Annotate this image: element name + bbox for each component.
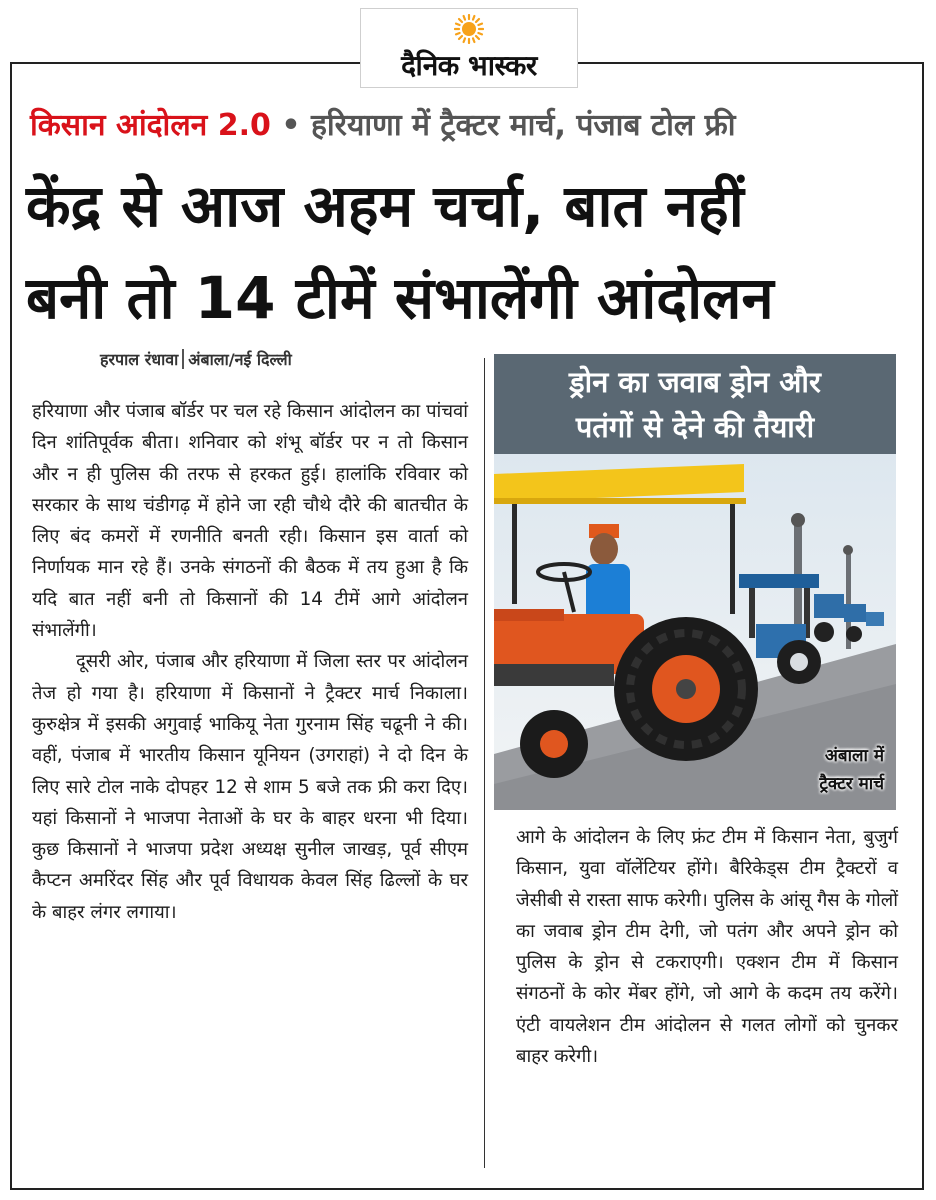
article-paragraph-1: हरियाणा और पंजाब बॉर्डर पर चल रहे किसान आंदोलन का पांचवां दिन शांतिपूर्वक बीता। शनिवार को शंभू बॉर्डर पर न तो किसान और न ही पुलिस की तरफ से हरकत हुई। हालांकि रविवार को सरकार के साथ चंडीगढ़ में होने जा रही चौथे दौरे की बातचीत के लिए बंद कमरों में रणनीति बनती रही। किसान इस वार्ता को निर्णायक मान रहे हैं। उनके संगठनों की बैठक में तय हुआ है कि यदि बात नहीं बनी तो किसानों की 14 टीमें आगे आंदोलन संभालेंगी। bbox=[32, 401, 468, 642]
sidebar-body bbox=[516, 822, 898, 1072]
byline-location: अंबाला/नई दिल्ली bbox=[188, 350, 292, 369]
kicker-series: किसान आंदोलन 2.0 bbox=[30, 108, 271, 143]
headline-line-2: बनी तो 14 टीमें संभालेंगी आंदोलन bbox=[26, 264, 774, 332]
kicker bbox=[30, 104, 910, 148]
sidebar-paragraph: आगे के आंदोलन के लिए फ्रंट टीम में किसान नेता, बुजुर्ग किसान, युवा वॉलेंटियर होंगे। बैरिकेड्स टीम ट्रैक्टरों व जेसीबी से रास्ता साफ करेगी। पुलिस के आंसू गैस के गोलों का जवाब ड्रोन टीम देगी, जो पतंग और अपने ड्रोन को पुलिस के ड्रोन से टकराएगी। एक्शन टीम में किसान संगठनों के कोर मेंबर होंगे, जो आगे के कदम तय करेंगे। एंटी वायलेशन टीम आंदोलन से गलत लोगों को चुनकर बाहर करेगी। bbox=[516, 827, 898, 1068]
sun-icon bbox=[454, 14, 484, 44]
column-divider bbox=[484, 358, 485, 1168]
kicker-subtitle: हरियाणा में ट्रैक्टर मार्च, पंजाब टोल फ्री bbox=[310, 108, 736, 143]
sidebar-title bbox=[494, 354, 896, 454]
headline-line-1: केंद्र से आज अहम चर्चा, बात नहीं bbox=[26, 172, 744, 240]
photo-caption-line-1: अंबाला में bbox=[824, 746, 884, 766]
byline bbox=[100, 346, 440, 374]
sidebar-title-line-1: ड्रोन का जवाब ड्रोन और bbox=[569, 365, 821, 399]
kicker-separator: • bbox=[270, 108, 311, 143]
headline bbox=[26, 160, 916, 344]
photo-caption bbox=[819, 742, 884, 798]
article-body bbox=[32, 396, 468, 928]
photo-caption-line-2: ट्रैक्टर मार्च bbox=[819, 774, 884, 794]
sidebar-photo-box bbox=[494, 354, 896, 810]
byline-divider bbox=[182, 349, 184, 369]
sidebar-title-line-2: पतंगों से देने की तैयारी bbox=[575, 410, 815, 444]
article-paragraph-2: दूसरी ओर, पंजाब और हरियाणा में जिला स्तर पर आंदोलन तेज हो गया है। हरियाणा में किसानों ने ट्रैक्टर मार्च निकाला। कुरुक्षेत्र में इसकी अगुवाई भाकियू नेता गुरनाम सिंह चढूनी ने की। वहीं, पंजाब में भारतीय किसान यूनियन (उगराहां) ने दो दिन के लिए सारे टोल नाके दोपहर 12 से शाम 5 बजे तक फ्री करा दिए। यहां किसानों ने भाजपा नेताओं के घर के बाहर धरना भी दिया। कुछ किसानों ने भाजपा प्रदेश अध्यक्ष सुनील जाखड़, पूर्व सीएम कैप्टन अमरिंदर सिंह और पूर्व विधायक केवल सिंह ढिल्लों के घर के बाहर लंगर लगाया। bbox=[32, 651, 468, 923]
masthead bbox=[360, 8, 578, 88]
byline-author: हरपाल रंधावा bbox=[100, 350, 179, 369]
masthead-brand: दैनिक भास्कर bbox=[401, 49, 537, 82]
